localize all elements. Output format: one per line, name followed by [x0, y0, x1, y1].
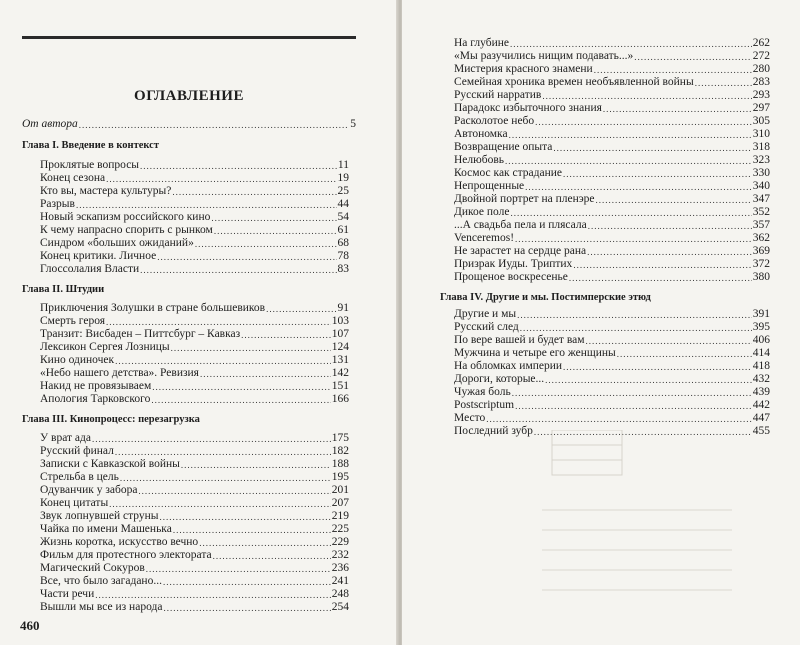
toc-entry[interactable] — [40, 574, 349, 588]
entry-page: 447 — [752, 412, 770, 424]
entry-page: 201 — [331, 484, 349, 496]
entry-title: Чайка по имени Машенька — [40, 523, 172, 535]
entry-title: От автора — [22, 118, 78, 130]
entry-title: Postscriptum — [454, 399, 515, 411]
entry-title: Возвращение опыта — [454, 141, 553, 153]
right-page — [402, 0, 800, 645]
faint-grid-icon — [542, 430, 742, 620]
entry-title: Космос как страдание — [454, 167, 563, 179]
entry-page: 195 — [331, 471, 349, 483]
entry-page: 305 — [752, 115, 770, 127]
entry-title: Накид не провязываем — [40, 380, 152, 392]
toc-entry[interactable] — [454, 114, 770, 128]
toc-entry[interactable] — [454, 192, 770, 206]
entry-title: Вышли мы все из народа — [40, 601, 163, 613]
chapter-heading: Глава II. Штудии — [22, 284, 105, 295]
toc-entry[interactable] — [454, 398, 770, 412]
entry-title: «Мы разучились нищим подавать...» — [454, 50, 634, 62]
entry-page: 19 — [337, 172, 349, 184]
entry-title: Жизнь коротка, искусство вечно — [40, 536, 199, 548]
entry-title: Мистерия красного знамени — [454, 63, 593, 75]
entry-title: Автономка — [454, 128, 508, 140]
entry-title: «Небо нашего детства». Ревизия — [40, 367, 199, 379]
entry-page: 280 — [752, 63, 770, 75]
entry-title: Апология Тарковского — [40, 393, 151, 405]
entry-title: Нелюбовь — [454, 154, 505, 166]
entry-page: 44 — [337, 198, 349, 210]
entry-page: 248 — [331, 588, 349, 600]
toc-entry[interactable] — [454, 153, 770, 167]
entry-title: Проклятые вопросы — [40, 159, 140, 171]
entry-title: Парадокс избыточного знания — [454, 102, 602, 114]
entry-title: Разрыв — [40, 198, 75, 210]
entry-page: 219 — [331, 510, 349, 522]
toc-entry[interactable] — [40, 483, 349, 497]
toc-entry[interactable] — [40, 379, 349, 393]
entry-title: Прощеное воскресенье — [454, 271, 568, 283]
entry-page: 432 — [752, 373, 770, 385]
entry-page: 310 — [752, 128, 770, 140]
entry-title: Одуванчик у забора — [40, 484, 138, 496]
toc-entry-intro[interactable] — [22, 117, 356, 131]
entry-page: 68 — [337, 237, 349, 249]
entry-page: 11 — [337, 159, 349, 171]
toc-entry[interactable] — [454, 166, 770, 180]
entry-title: ...А свадьба пела и плясала — [454, 219, 587, 231]
toc-entry[interactable] — [40, 522, 349, 536]
toc-entry[interactable] — [454, 270, 770, 284]
entry-title: Глоссолалия Власти — [40, 263, 140, 275]
entry-page: 414 — [752, 347, 770, 359]
entry-page: 131 — [331, 354, 349, 366]
entry-page: 297 — [752, 102, 770, 114]
toc-entry[interactable] — [454, 140, 770, 154]
entry-title: Все, что было загадано... — [40, 575, 162, 587]
toc-entry[interactable] — [454, 218, 770, 232]
toc-entry[interactable] — [40, 262, 349, 276]
entry-page: 340 — [752, 180, 770, 192]
toc-entry[interactable] — [40, 444, 349, 458]
toc-entry[interactable] — [40, 366, 349, 380]
entry-title: Дикое поле — [454, 206, 510, 218]
entry-title: Стрельба в цель — [40, 471, 119, 483]
entry-page: 25 — [337, 185, 349, 197]
entry-page: 107 — [331, 328, 349, 340]
toc-entry[interactable] — [454, 411, 770, 425]
toc-entry[interactable] — [40, 340, 349, 354]
entry-title: Фильм для протестного электората — [40, 549, 212, 561]
entry-title: Русский нарратив — [454, 89, 542, 101]
entry-page: 182 — [331, 445, 349, 457]
leader-dots — [79, 119, 349, 131]
entry-title: Кто вы, мастера культуры? — [40, 185, 172, 197]
toc-entry[interactable] — [40, 353, 349, 367]
entry-page: 318 — [752, 141, 770, 153]
toc-entry[interactable] — [454, 179, 770, 193]
entry-title: Конец цитаты — [40, 497, 109, 509]
toc-entry[interactable] — [40, 470, 349, 484]
entry-title: Синдром «больших ожиданий» — [40, 237, 194, 249]
entry-page: 372 — [752, 258, 770, 270]
entry-title: Приключения Золушки в стране большевиков — [40, 302, 266, 314]
toc-entry[interactable] — [40, 548, 349, 562]
toc-entry[interactable] — [454, 75, 770, 89]
toc-entry[interactable] — [40, 561, 349, 575]
chapter-heading: Глава I. Введение в контекст — [22, 140, 160, 151]
entry-page: 229 — [331, 536, 349, 548]
entry-page: 442 — [752, 399, 770, 411]
top-rule — [22, 36, 356, 39]
entry-page: 188 — [331, 458, 349, 470]
entry-title: Призрак Иуды. Триптих — [454, 258, 573, 270]
toc-entry[interactable] — [40, 535, 349, 549]
entry-page: 5 — [350, 118, 356, 130]
entry-page: 142 — [331, 367, 349, 379]
entry-title: Venceremos! — [454, 232, 515, 244]
toc-entry[interactable] — [40, 587, 349, 601]
toc-entry[interactable] — [454, 346, 770, 360]
entry-title: У врат ада — [40, 432, 91, 444]
entry-title: Русский финал — [40, 445, 114, 457]
entry-page: 362 — [752, 232, 770, 244]
toc-entry[interactable] — [40, 509, 349, 523]
entry-page: 151 — [331, 380, 349, 392]
toc-entry[interactable] — [40, 197, 349, 211]
entry-page: 283 — [752, 76, 770, 88]
toc-entry[interactable] — [40, 431, 349, 445]
entry-title: Записки с Кавказской войны — [40, 458, 180, 470]
entry-title: Двойной портрет на пленэре — [454, 193, 595, 205]
entry-page: 236 — [331, 562, 349, 574]
entry-title: Кино одиночек — [40, 354, 115, 366]
entry-title: На глубине — [454, 37, 510, 49]
entry-page: 380 — [752, 271, 770, 283]
entry-page: 225 — [331, 523, 349, 535]
entry-page: 347 — [752, 193, 770, 205]
toc-entry[interactable] — [454, 333, 770, 347]
entry-title: Чужая боль — [454, 386, 511, 398]
toc-entry[interactable] — [454, 62, 770, 76]
entry-page: 254 — [331, 601, 349, 613]
toc-entry[interactable] — [40, 314, 349, 328]
toc-entry[interactable] — [454, 385, 770, 399]
toc-entry[interactable] — [40, 184, 349, 198]
toc-entry[interactable] — [454, 88, 770, 102]
toc-entry[interactable] — [40, 457, 349, 471]
entry-title: Семейная хроника времен необъявленной войны — [454, 76, 694, 88]
chapter-heading: Глава IV. Другие и мы. Постимперские этюд — [440, 292, 651, 303]
toc-entry[interactable] — [454, 244, 770, 258]
toc-entry[interactable] — [40, 171, 349, 185]
entry-title: Русский след — [454, 321, 519, 333]
toc-entry[interactable] — [454, 307, 770, 321]
toc-entry[interactable] — [454, 320, 770, 334]
entry-page: 232 — [331, 549, 349, 561]
entry-title: Расколотое небо — [454, 115, 535, 127]
toc-entry[interactable] — [454, 231, 770, 245]
toc-entry[interactable] — [454, 101, 770, 115]
entry-title: Звук лопнувшей струны — [40, 510, 159, 522]
toc-entry[interactable] — [454, 205, 770, 219]
entry-page: 330 — [752, 167, 770, 179]
toc-entry[interactable] — [40, 158, 349, 172]
entry-page: 369 — [752, 245, 770, 257]
entry-page: 124 — [331, 341, 349, 353]
entry-page: 272 — [752, 50, 770, 62]
bleed-through-texture — [542, 430, 742, 620]
chapter-heading: Глава III. Кинопроцесс: перезагрузка — [22, 414, 200, 425]
toc-entry[interactable] — [40, 210, 349, 224]
entry-title: Другие и мы — [454, 308, 517, 320]
entry-title: Непрощенные — [454, 180, 525, 192]
entry-title: Не зарастет на сердце рана — [454, 245, 587, 257]
entry-title: Магический Сокуров — [40, 562, 145, 574]
page-number: 460 — [20, 618, 40, 633]
entry-page: 61 — [337, 224, 349, 236]
entry-title: Конец критики. Личное — [40, 250, 157, 262]
entry-page: 207 — [331, 497, 349, 509]
entry-page: 241 — [331, 575, 349, 587]
entry-page: 83 — [337, 263, 349, 275]
toc-entry[interactable] — [40, 600, 349, 614]
entry-title: Конец сезона — [40, 172, 106, 184]
toc-entry[interactable] — [454, 36, 770, 50]
entry-title: По вере вашей и будет вам — [454, 334, 585, 346]
entry-title: Мужчина и четыре его женщины — [454, 347, 616, 359]
toc-entry[interactable] — [40, 301, 349, 315]
entry-title: Смерть героя — [40, 315, 106, 327]
leader-dots — [151, 394, 330, 406]
entry-title: Место — [454, 412, 486, 424]
entry-page: 406 — [752, 334, 770, 346]
entry-page: 439 — [752, 386, 770, 398]
entry-title: К чему напрасно спорить с рынком — [40, 224, 213, 236]
entry-title: Дороги, которые... — [454, 373, 545, 385]
entry-page: 352 — [752, 206, 770, 218]
toc-entry[interactable] — [454, 359, 770, 373]
entry-title: На обломках империи — [454, 360, 563, 372]
entry-page: 166 — [331, 393, 349, 405]
toc-entry[interactable] — [40, 236, 349, 250]
entry-page: 262 — [752, 37, 770, 49]
toc-entry[interactable] — [454, 257, 770, 271]
entry-title: Последний зубр — [454, 425, 533, 437]
entry-page: 91 — [337, 302, 349, 314]
toc-entry[interactable] — [454, 127, 770, 141]
entry-title: Новый эскапизм российского кино — [40, 211, 211, 223]
entry-title: Части речи — [40, 588, 95, 600]
entry-page: 78 — [337, 250, 349, 262]
entry-page: 455 — [752, 425, 770, 437]
leader-dots — [569, 272, 752, 284]
entry-title: Лексикон Сергея Лозницы — [40, 341, 170, 353]
toc-entry[interactable] — [40, 327, 349, 341]
toc-entry[interactable] — [40, 392, 349, 406]
toc-entry[interactable] — [454, 49, 770, 63]
entry-page: 54 — [337, 211, 349, 223]
entry-page: 175 — [331, 432, 349, 444]
entry-page: 293 — [752, 89, 770, 101]
leader-dots — [140, 264, 336, 276]
entry-page: 418 — [752, 360, 770, 372]
entry-page: 395 — [752, 321, 770, 333]
entry-page: 357 — [752, 219, 770, 231]
entry-page: 103 — [331, 315, 349, 327]
entry-page: 391 — [752, 308, 770, 320]
toc-entry[interactable] — [454, 372, 770, 386]
entry-page: 323 — [752, 154, 770, 166]
leader-dots — [163, 602, 330, 614]
toc-entry[interactable] — [40, 223, 349, 237]
toc-entry[interactable] — [40, 496, 349, 510]
left-page — [0, 0, 398, 645]
entry-title: Транзит: Висбаден – Питтсбург – Кавказ — [40, 328, 241, 340]
toc-heading: ОГЛАВЛЕНИЕ — [134, 88, 244, 104]
toc-entry[interactable] — [40, 249, 349, 263]
